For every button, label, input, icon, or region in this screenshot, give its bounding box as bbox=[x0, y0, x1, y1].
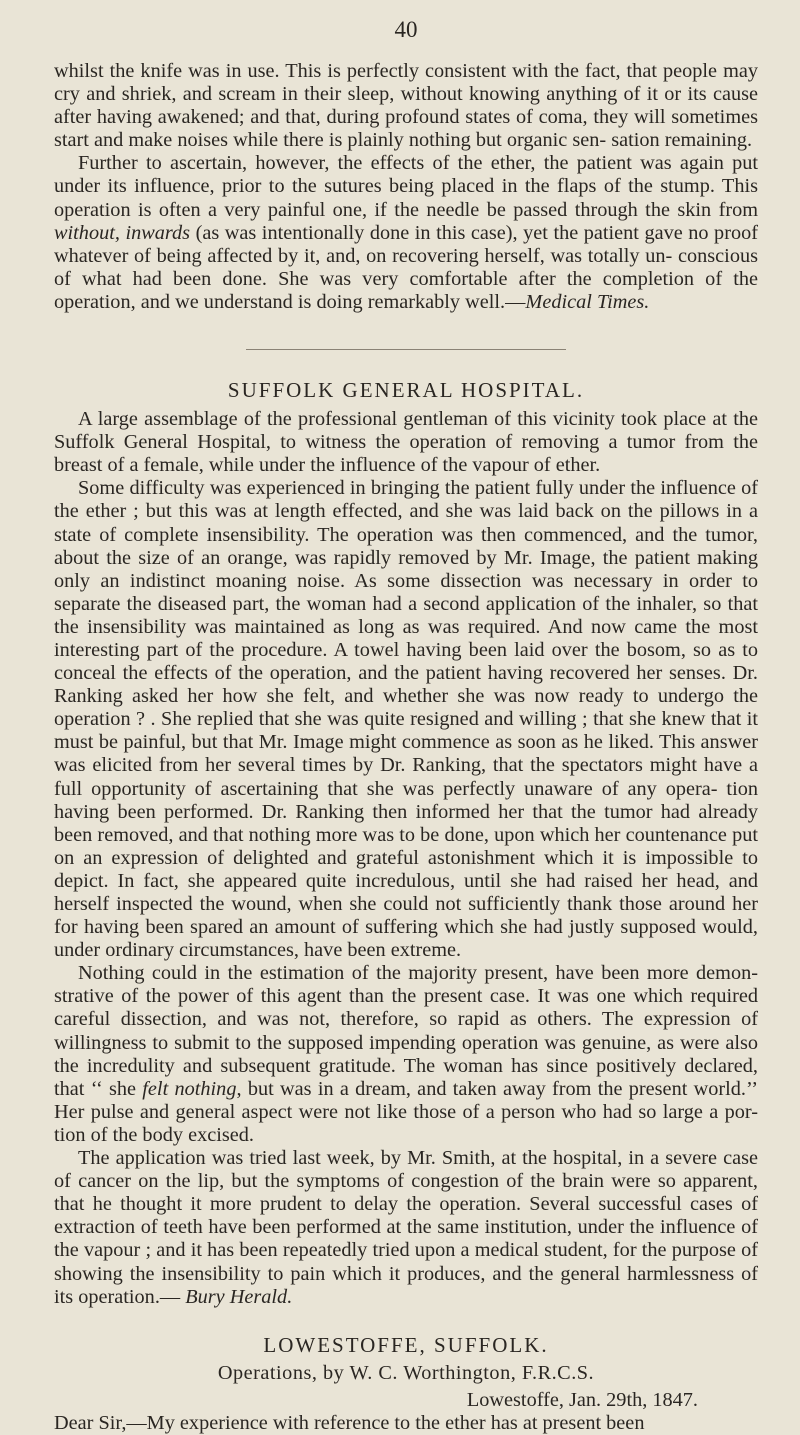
emphasis-text: without, inwards bbox=[54, 221, 191, 244]
emphasis-text: felt nothing bbox=[142, 1077, 237, 1100]
paragraph: A large assemblage of the professional gentleman of this vicinity took place at the Suffolk General Hospital, to witness the operation of removing a tumor from the breast of a female, while under the influence of the vapour of ether. bbox=[54, 408, 758, 477]
paragraph: Some difficulty was experienced in bringing the patient fully under the influence of the ether ; but this was at length effected, and she was laid back on the pillows in a state of complete insensibility. The operation was then commenced, and the tumor, about the size of an orange, was rapidly removed by Mr. Image, the patient making only an indistinct moaning noise. As some dissection was necessary in order to separate the diseased part, the woman had a second application of the inhaler, so that the insensibility was maintained as long as was required. And now came the most interesting part of the procedure. A towel having been laid over the bosom, so as to conceal the effects of the operation, and the patient having recovered her senses. Dr. Ranking asked her how she felt, and whether she was now ready to undergo the operation ? . She replied that she was quite resigned and willing ; that she knew that it must be painful, but that Mr. Image might commence as soon as he liked. This answer was elicited from her several times by Dr. Ranking, that the spectators might have a full opportunity of ascertaining that she was perfectly unaware of any opera- tion having been performed. Dr. Ranking then informed her that the tumor had already been removed, and that nothing more was to be done, upon which her countenance put on an expression of delighted and grateful astonishment which it is impossible to depict. In fact, she appeared quite incredulous, until she had raised her head, and herself inspected the wound, when she could not sufficiently thank those around her for having been spared an amount of suffering which she had justly supposed would, under ordinary circumstances, have been extreme. bbox=[54, 477, 758, 962]
letter-dateline: Lowestoffe, Jan. 29th, 1847. bbox=[466, 1388, 698, 1411]
letter-opening: Dear Sir,—My experience with reference to the ether has at present been bbox=[54, 1411, 645, 1434]
source-citation: Bury Herald. bbox=[185, 1285, 293, 1308]
paragraph-text: (as was intentionally done in this case), yet the patient gave no proof whatever of being affected by it, and, on recovering herself, was totally un- conscious of what had been done. She was very comfortable after the completion of the operation, and we understand is doing remarkably well.— bbox=[54, 221, 758, 313]
paragraph: whilst the knife was in use. This is perfectly consistent with the fact, that people may cry and shriek, and scream in their sleep, without knowing anything of it or its cause after having awakened; and that, during profound states of coma, they will sometimes start and make noises while there is plainly nothing but organic sen- sation remaining. bbox=[54, 60, 758, 152]
section-heading: LOWESTOFFE, SUFFOLK. bbox=[263, 1332, 549, 1357]
section-heading: SUFFOLK GENERAL HOSPITAL. bbox=[227, 378, 585, 403]
paragraph bbox=[54, 962, 758, 1147]
section-subheading: Operations, by W. C. Worthington, F.R.C.S. bbox=[217, 1361, 595, 1384]
paragraph-text: The application was tried last week, by Mr. Smith, at the hospital, in a severe case of cancer on the lip, but the symptoms of congestion of the brain were so apparent, that he thought it more prudent to delay the operation. Several successful cases of extraction of teeth have been performed at the same institution, under the influence of the vapour ; and it has been repeatedly tried upon a medical student, for the purpose of showing the insensibility to pain which it produces, and the general harmlessness of its operation.— bbox=[54, 1147, 758, 1308]
paragraph-text: , but was in a dream, and taken away from the present world.’’ Her pulse and general aspect were not like those of a person who had so large a por- tion of the body excised. bbox=[54, 1077, 759, 1146]
source-citation: Medical Times. bbox=[525, 290, 650, 313]
page-number: 40 bbox=[394, 17, 418, 42]
paragraph-text: Nothing could in the estimation of the majority present, have been more demon- strative of the power of this agent than the present case. It was one which required careful dissection, and was not, therefore, so rapid as others. The expression of willingness to submit to the supposed impending operation was genuine, as were also the incredulity and subsequent gratitude. The woman has since positively declared, that ‘‘ she bbox=[54, 962, 758, 1100]
paragraph-text: Further to ascertain, however, the effects of the ether, the patient was again put under its influence, prior to the sutures being placed in the flaps of the stump. This operation is often a very painful one, if the needle be passed through the skin from bbox=[54, 152, 758, 221]
paragraph bbox=[54, 1147, 758, 1309]
section-divider bbox=[246, 349, 566, 350]
paragraph bbox=[54, 152, 758, 314]
